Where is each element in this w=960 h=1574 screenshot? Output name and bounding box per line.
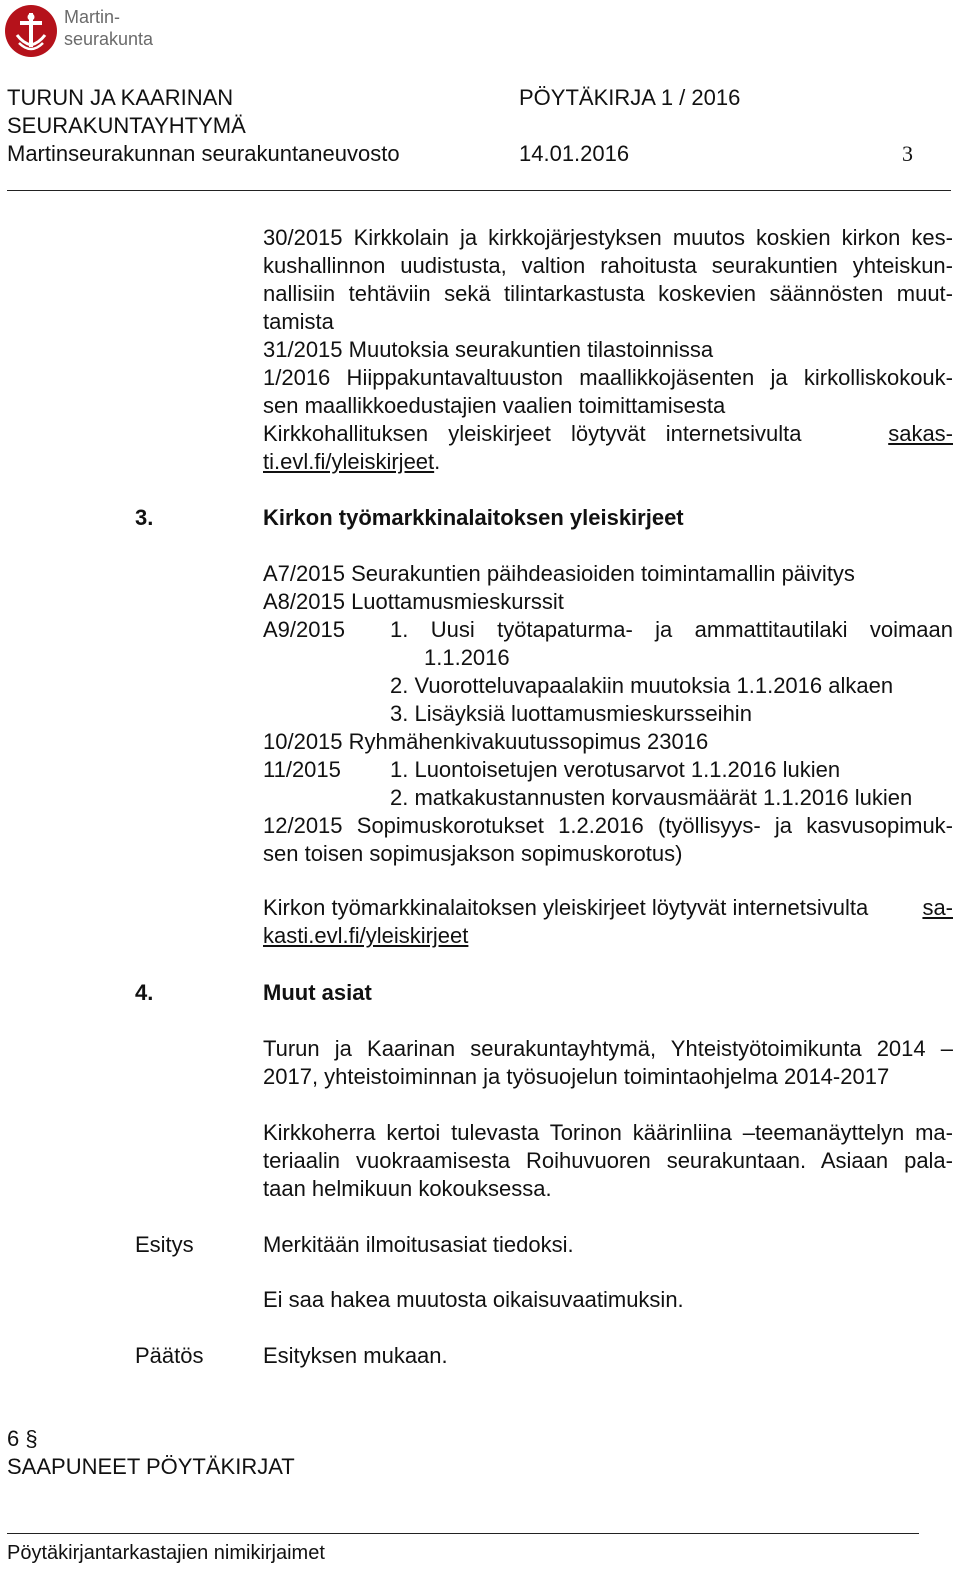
sentence-period: .	[434, 449, 441, 474]
meeting-date: 14.01.2016	[519, 141, 630, 166]
proposal-text: Merkitään ilmoitusasiat tiedoksi.	[263, 1232, 574, 1257]
section4-p1-line1: Turun ja Kaarinan seurakuntayhtymä, Yhteistyötoimikunta 2014 –	[263, 1036, 953, 1061]
appeal-notice: Ei saa hakea muutosta oikaisuvaatimuksin.	[263, 1287, 684, 1312]
list-line: kushallinnon uudistusta, valtion rahoitusta seurakuntien yhteiskun-	[263, 253, 953, 278]
kirkkohallitus-link-part2[interactable]: ti.evl.fi/yleiskirjeet	[263, 449, 435, 474]
list-line: 31/2015 Muutoksia seurakuntien tilastoinnissa	[263, 337, 714, 362]
section4-title: Muut asiat	[263, 980, 372, 1005]
council-name: Martinseurakunnan seurakuntaneuvosto	[7, 141, 400, 166]
circular-a9-item1-cont: 1.1.2016	[424, 645, 510, 670]
circular-a7: A7/2015 Seurakuntien päihdeasioiden toimintamallin päivitys	[263, 561, 855, 586]
section4-p2-line3: taan helmikuun kokouksessa.	[263, 1176, 552, 1201]
circular-12-line1: 12/2015 Sopimuskorotukset 1.2.2016 (työllisyys- ja kasvusopimuk-	[263, 813, 953, 838]
kirkkohallitus-text: Kirkkohallituksen yleiskirjeet löytyvät internetsivulta	[263, 421, 802, 446]
list-line: nallisiin tehtäviin sekä tilintarkastusta koskevien säännösten muut-	[263, 281, 953, 306]
circular-a9-item2: 2. Vuorotteluvapaalakiin muutoksia 1.1.2016 alkaen	[390, 673, 894, 698]
cross-emblem-icon	[5, 5, 57, 57]
circular-11-item2: 2. matkakustannusten korvausmäärät 1.1.2016 lukien	[390, 785, 913, 810]
section3-title: Kirkon työmarkkinalaitoksen yleiskirjeet	[263, 505, 684, 530]
decision-text: Esityksen mukaan.	[263, 1343, 448, 1368]
tyomarkkina-text: Kirkon työmarkkinalaitoksen yleiskirjeet löytyvät internetsivulta	[263, 895, 869, 920]
kirkkohallitus-link-line2	[263, 448, 440, 476]
circular-a9-label: A9/2015	[263, 617, 345, 642]
section4-p2-line2: teriaalin vuokraamisesta Roihuvuoren seurakuntaan. Asiaan pala-	[263, 1148, 953, 1173]
section4-p2-line1: Kirkkoherra kertoi tulevasta Torinon käärinliina –teemanäyttelyn ma-	[263, 1120, 953, 1145]
parish-logo-icon	[5, 5, 57, 57]
list-line: tamista	[263, 309, 334, 334]
signature-initials-label: Pöytäkirjantarkastajien nimikirjaimet	[7, 1542, 325, 1564]
tyomarkkina-link-part2[interactable]: kasti.evl.fi/yleiskirjeet	[263, 923, 469, 948]
footer-divider	[7, 1533, 919, 1534]
circular-a9-item3: 3. Lisäyksiä luottamusmieskursseihin	[390, 701, 752, 726]
logo-name-line1: Martin-	[64, 7, 121, 27]
logo-name-line2: seurakunta	[64, 29, 154, 49]
circular-12-line2: sen toisen sopimusjakson sopimuskorotus)	[263, 841, 683, 866]
list-line: 30/2015 Kirkkolain ja kirkkojärjestyksen muutos koskien kirkon kes-	[263, 225, 953, 250]
organization-line2: SEURAKUNTAYHTYMÄ	[7, 113, 246, 138]
kirkkohallitus-link-part1[interactable]: sakas-	[888, 421, 953, 446]
header-divider	[7, 190, 951, 191]
tyomarkkina-link-line2	[263, 922, 468, 950]
organization-line1: TURUN JA KAARINAN	[7, 85, 234, 110]
circular-a9-item1: 1. Uusi työtapaturma- ja ammattitautilaki voimaan	[390, 617, 953, 642]
next-section-number: 6 §	[7, 1426, 38, 1451]
page-number: 3	[902, 141, 913, 166]
decision-label: Päätös	[135, 1343, 204, 1368]
tyomarkkina-links-line	[263, 894, 953, 922]
circular-11-label: 11/2015	[263, 757, 341, 782]
tyomarkkina-link-part1[interactable]: sa-	[922, 895, 953, 920]
next-section-title: SAAPUNEET PÖYTÄKIRJAT	[7, 1454, 295, 1479]
document-title: PÖYTÄKIRJA 1 / 2016	[519, 85, 741, 110]
section3-number: 3.	[135, 505, 154, 530]
proposal-label: Esitys	[135, 1232, 194, 1257]
list-line: 1/2016 Hiippakuntavaltuuston maallikkojäsenten ja kirkolliskokouk-	[263, 365, 953, 390]
section4-number: 4.	[135, 980, 154, 1005]
circular-11-item1: 1. Luontoisetujen verotusarvot 1.1.2016 lukien	[390, 757, 841, 782]
circular-a8: A8/2015 Luottamusmieskurssit	[263, 589, 564, 614]
kirkkohallitus-links-line	[263, 420, 953, 448]
circular-10: 10/2015 Ryhmähenkivakuutussopimus 23016	[263, 729, 709, 754]
list-line: sen maallikkoedustajien vaalien toimittamisesta	[263, 393, 726, 418]
section4-p1-line2: 2017, yhteistoiminnan ja työsuojelun toimintaohjelma 2014-2017	[263, 1064, 890, 1089]
